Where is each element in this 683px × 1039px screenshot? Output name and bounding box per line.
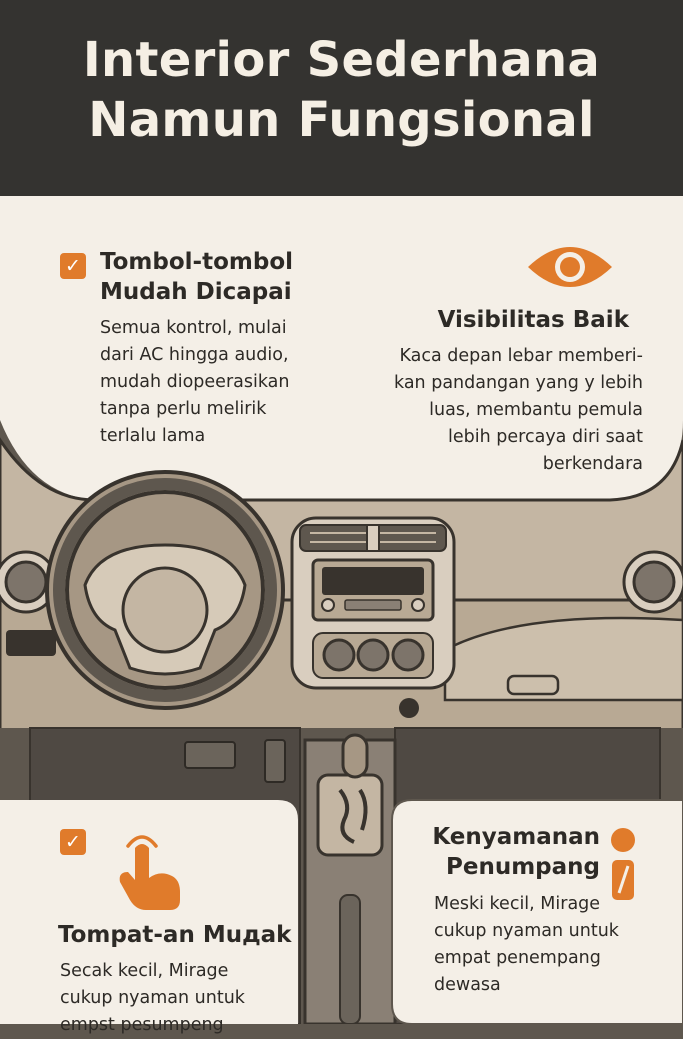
right-air-vent [624,552,683,612]
title-line-2: Namun Fungsional [88,92,595,148]
radio-unit [313,560,433,620]
header-banner [0,0,683,196]
checkbox-icon: ✓ [60,253,86,279]
title-line-1: Interior Sederhana [82,32,601,88]
feature-1-heading: Tombol-tombol Mudah Dicapai [100,249,294,305]
checkbox-icon-2: ✓ [60,829,86,855]
feature-2-body: Kaca depan lebar memberi- kan pandangan yang y lebih luas, membantu pemula lebih percaya diri saat berkendara [394,346,643,474]
passenger-icon [611,828,635,900]
feature-1-body: Semua kontrol, mulai dari AC hingga audio, mudah diopeerasikan tanpa perlu melirik terlalu lama [100,318,290,446]
feature-3-heading: Tompat-an Muдak [58,922,292,948]
feature-3-body: Secak kecil, Mirage cukup nyaman untuk empst pesumpeng [60,961,245,1035]
page-title [0,30,683,150]
steering-wheel [47,472,283,708]
feature-4-body: Meski kecil, Mirage cukup nyaman untuk empat penempang dewasa [434,894,619,995]
center-console [292,518,454,688]
feature-4-heading: Kenyamanan Penumpang [432,824,600,880]
feature-2-heading: Visibilitas Baik [437,307,629,333]
ac-control-knobs [313,633,433,678]
gear-shifter [305,735,395,1024]
